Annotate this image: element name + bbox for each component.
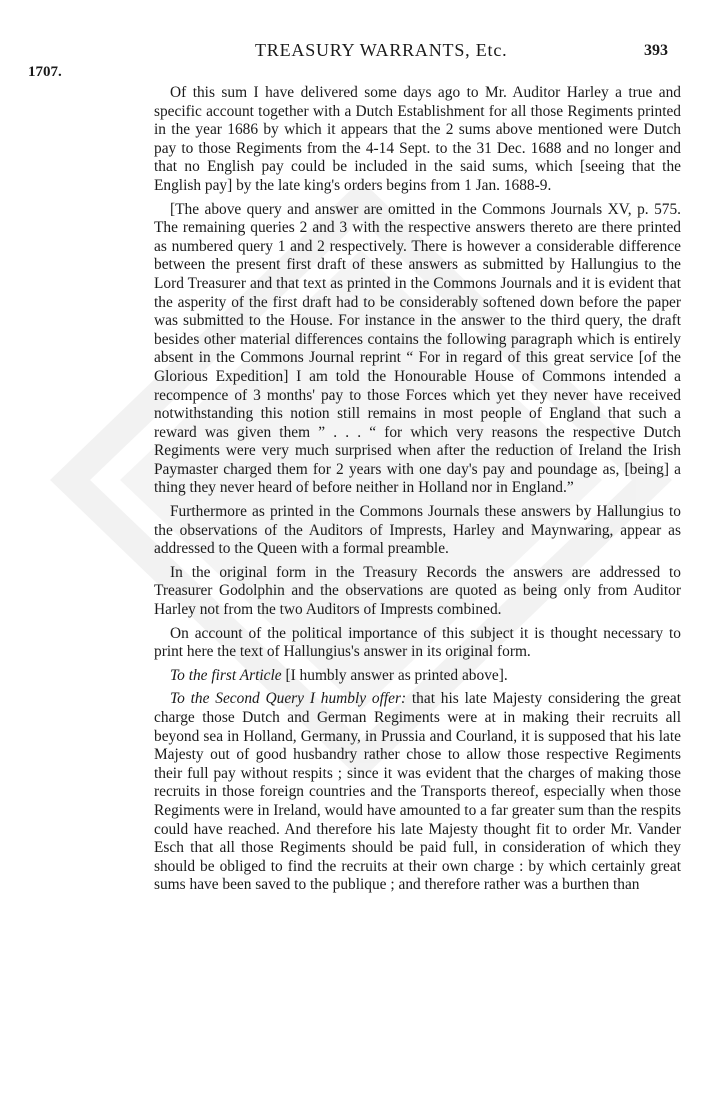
- paragraph: [154, 667, 681, 686]
- paragraph: [154, 84, 681, 196]
- paragraph-text: that his late Majesty considering the great charge those Dutch and German Regiments were at in making their recruits all beyond sea in Holland, Germany, in Prussia and Courland, it is supposed that his late Majesty out of good husbandry rather chose to allow those respective Regiments their full pay without respits ; since it was evident that the charges of making those recruits in those foreign countries and the Transports thereof, especially when those Regiments were in Ireland, would have amounted to a far greater sum than the respits could have reached. And therefore his late Majesty thought fit to order Mr. Vander Esch that all those Regiments should be paid full, in consideration of which they should be obliged to find the recruits at their own charge : by which certainly great sums have been saved to the publique ; and therefore rather was a burthen than: [154, 690, 681, 894]
- paragraph: [154, 201, 681, 499]
- paragraph: [154, 564, 681, 620]
- running-head: [0, 40, 722, 64]
- paragraph-text: Furthermore as printed in the Commons Journals these answers by Hallungius to the observations of the Auditors of Imprests, Harley and Maynwaring, appear as addressed to the Queen with a formal preamble.: [154, 503, 681, 558]
- paragraph: [154, 625, 681, 662]
- margin-year: 1707.: [28, 64, 62, 80]
- body-text: [154, 84, 681, 900]
- page-number: 393: [644, 42, 668, 59]
- paragraph-text: Of this sum I have delivered some days ago to Mr. Auditor Harley a true and specific account together with a Dutch Establishment for all those Regiments printed in the year 1686 by which it appears that the 2 sums above mentioned were Dutch pay to those Regiments from the 4-14 Sept. to the 31 Dec. 1688 and no longer and that no English pay could be included in the said sums, which [seeing that the English pay] by the late king's orders begins from 1 Jan. 1688-9.: [154, 84, 681, 194]
- paragraph: [154, 690, 681, 895]
- paragraph-text: [The above query and answer are omitted in the Commons Journals XV, p. 575. The remaining queries 2 and 3 with the respective answers thereto are there printed as numbered query 1 and 2 respectively. There is however a considerable difference between the present first draft of these answers as submitted by Hallungius to the Lord Treasurer and that text as printed in the Commons Journals and it is evident that the asperity of the first draft had to be considerably softened down before the paper was submitted to the House. For instance in the answer to the third query, the draft besides other material differences contains the following paragraph which is entirely absent in the Commons Journal reprint “ For in regard of this great service [of the Glorious Expedition] I am told the Honourable House of Commons intended a recompence of 3 months' pay to those Forces which yet they never have received notwithstanding this notion still remains in most people of England that such a reward was given them ” . . . “ for which very reasons the respective Dutch Regiments were very much surprised when after the reduction of Ireland the Irish Paymaster charged them for 2 years with one day's pay and poundage as, [being] a thing they never heard of before neither in Holland nor in England.”: [154, 200, 681, 497]
- page-title: TREASURY WARRANTS, Etc.: [255, 40, 508, 60]
- paragraph-lead: To the first Article: [170, 666, 282, 684]
- paragraph-text: In the original form in the Treasury Records the answers are addressed to Treasurer Godolphin and the observations are quoted as being only from Auditor Harley not from the two Auditors of Imprests combined.: [154, 563, 681, 619]
- paragraph: [154, 503, 681, 559]
- paragraph-text: On account of the political importance of this subject it is thought necessary to print here the text of Hallungius's answer in its original form.: [154, 624, 681, 661]
- paragraph-lead: To the Second Query I humbly offer:: [170, 690, 407, 708]
- paragraph-text: [I humbly answer as printed above].: [281, 666, 508, 684]
